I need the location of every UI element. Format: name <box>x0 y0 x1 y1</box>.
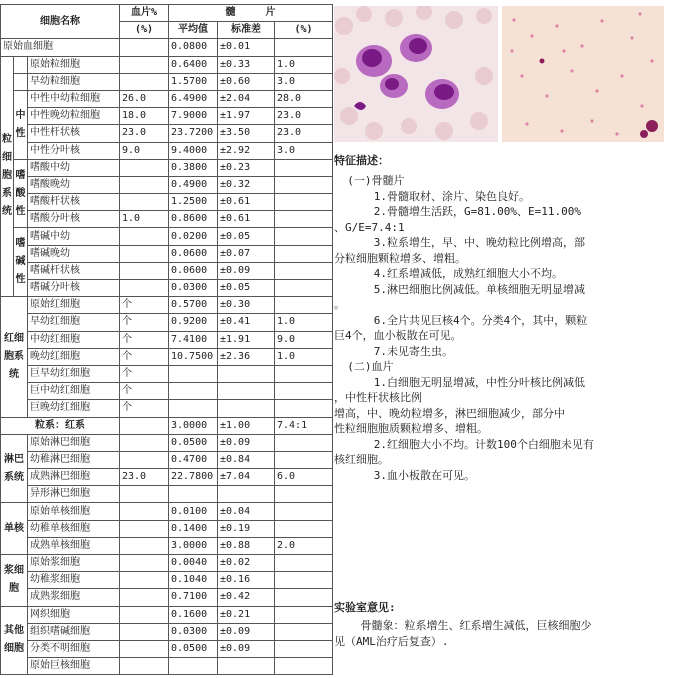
cell-mean: 0.0500 <box>169 434 218 451</box>
cell-blood-pct: 个 <box>120 331 169 348</box>
cell-pct <box>275 262 333 279</box>
table-row <box>1 194 333 211</box>
header-blood: 血片% <box>120 5 169 22</box>
cell-blood-pct <box>120 73 169 90</box>
opinion-line: 见（AML治疗后复查）. <box>334 634 449 648</box>
cell-sd: ±0.09 <box>218 434 275 451</box>
header-marrow: 髓 片 <box>169 5 333 22</box>
cell-blood-pct <box>120 245 169 262</box>
description-line: 、G/E=7.4:1 <box>334 220 405 234</box>
description-line: 5.淋巴细胞比例减低。单核细胞无明显增减 <box>334 282 585 296</box>
cell-blood-pct <box>120 537 169 554</box>
cell-mean: 1.2500 <box>169 194 218 211</box>
cell-blood-pct: 个 <box>120 297 169 314</box>
group-other: 其他细胞 <box>1 606 28 675</box>
cell-blood-pct <box>120 606 169 623</box>
description-line: 。 <box>334 298 345 311</box>
table-row <box>1 555 333 572</box>
cell-sd: ±0.07 <box>218 245 275 262</box>
cell-mean: 7.4100 <box>169 331 218 348</box>
description-line: (一)骨髓片 <box>334 174 405 187</box>
cell-name: 早幼红细胞 <box>28 314 120 331</box>
header-sd: 标准差 <box>218 22 275 39</box>
marrow-smear-picture <box>334 6 498 142</box>
cell-blood-pct <box>120 555 169 572</box>
cell-pct <box>275 658 333 675</box>
description-line: 性粒细胞胞质颗粒增多、增粗。 <box>334 422 488 435</box>
header-blood-pct: (%) <box>120 22 169 39</box>
cell-blood-pct: 个 <box>120 383 169 400</box>
empty-subgroup <box>14 56 28 73</box>
table-row <box>1 331 333 348</box>
description-line: 1.骨髓取材、涂片、染色良好。 <box>334 189 530 203</box>
table-row <box>1 56 333 73</box>
table-row <box>1 211 333 228</box>
cell-pct <box>275 606 333 623</box>
cell-blood-pct: 个 <box>120 400 169 417</box>
description-line: 核红细胞。 <box>334 453 389 466</box>
cell-name: 嗜酸杆状核 <box>28 194 120 211</box>
table-row <box>1 314 333 331</box>
blood-smear-image <box>502 6 664 142</box>
cell-sd: ±1.00 <box>218 417 275 434</box>
header-pct: (%) <box>275 22 333 39</box>
cell-name: 成熟淋巴细胞 <box>28 469 120 486</box>
header-cell-name: 细胞名称 <box>1 5 120 39</box>
cell-sd: ±0.41 <box>218 314 275 331</box>
blood-smear-picture <box>502 6 664 142</box>
report-right-panel <box>334 0 698 678</box>
description-line: 2.红细胞大小不均。计数100个白细胞未见有 <box>334 437 594 451</box>
cell-pct <box>275 503 333 520</box>
cell-name: 巨早幼红细胞 <box>28 365 120 382</box>
cell-blood-pct <box>120 503 169 520</box>
cell-blood-pct <box>120 520 169 537</box>
cell-mean <box>169 400 218 417</box>
cell-name: 成熟浆细胞 <box>28 589 120 606</box>
description-line: 3.粒系增生，早、中、晚幼粒比例增高，部 <box>334 236 585 249</box>
table-row <box>1 280 333 297</box>
cell-pct <box>275 572 333 589</box>
cell-sd <box>218 486 275 503</box>
cell-pct <box>275 159 333 176</box>
cell-mean: 0.3800 <box>169 159 218 176</box>
cell-sd: ±0.61 <box>218 194 275 211</box>
table-row <box>1 365 333 382</box>
cell-mean: 0.6400 <box>169 56 218 73</box>
cell-pct: 23.0 <box>275 125 333 142</box>
table-row <box>1 520 333 537</box>
group-erythro: 红细胞系统 <box>1 297 28 417</box>
cell-sd: ±0.04 <box>218 503 275 520</box>
cell-blood-pct: 1.0 <box>120 211 169 228</box>
cell-sd <box>218 658 275 675</box>
table-row <box>1 228 333 245</box>
cell-mean: 1.5700 <box>169 73 218 90</box>
cell-blood-pct <box>120 262 169 279</box>
cell-blood-pct <box>120 486 169 503</box>
cell-sd: ±0.02 <box>218 555 275 572</box>
cell-mean <box>169 365 218 382</box>
cell-pct <box>275 520 333 537</box>
cell-mean: 10.7500 <box>169 348 218 365</box>
cell-sd: ±1.91 <box>218 331 275 348</box>
cell-mean: 0.1040 <box>169 572 218 589</box>
cell-name: 巨中幼红细胞 <box>28 383 120 400</box>
description-text <box>334 173 694 483</box>
cell-mean: 0.0800 <box>169 39 218 56</box>
table-row <box>1 537 333 554</box>
marrow-count-table <box>0 4 333 675</box>
cell-mean: 0.8600 <box>169 211 218 228</box>
cell-pct <box>275 280 333 297</box>
description-line: 6.全片共见巨核4个。分类4个，其中，颗粒 <box>334 313 588 327</box>
table-row <box>1 39 333 56</box>
cell-sd <box>218 365 275 382</box>
cell-sd: ±3.50 <box>218 125 275 142</box>
cell-name: 中幼红细胞 <box>28 331 120 348</box>
cell-name: 嗜碱杆状核 <box>28 262 120 279</box>
description-line: 7.未见寄生虫。 <box>334 344 453 358</box>
table-row <box>1 90 333 107</box>
description-line: 3.血小板散在可见。 <box>334 468 475 482</box>
table-row <box>1 245 333 262</box>
cell-pct <box>275 383 333 400</box>
cell-name: 原始淋巴细胞 <box>28 434 120 451</box>
cell-blood-pct <box>120 451 169 468</box>
opinion-title: 实验室意见: <box>334 601 396 614</box>
table-row <box>1 125 333 142</box>
cell-name: 嗜碱晚幼 <box>28 245 120 262</box>
cell-blood-pct <box>120 658 169 675</box>
cell-name: 成熟单核细胞 <box>28 537 120 554</box>
cell-sd: ±0.01 <box>218 39 275 56</box>
group-lympho: 淋巴系统 <box>1 434 28 503</box>
cell-sd: ±1.97 <box>218 108 275 125</box>
cell-name: 嗜碱中幼 <box>28 228 120 245</box>
cell-blood-pct <box>120 280 169 297</box>
cell-blood-pct <box>120 572 169 589</box>
table-row <box>1 503 333 520</box>
cell-blood-pct <box>120 228 169 245</box>
description-title: 特征描述： <box>334 154 389 167</box>
cell-pct: 23.0 <box>275 108 333 125</box>
empty-subgroup <box>14 73 28 90</box>
cell-name: 嗜酸中幼 <box>28 159 120 176</box>
cell-mean: 0.0500 <box>169 640 218 657</box>
cell-sd: ±7.04 <box>218 469 275 486</box>
cell-mean: 7.9000 <box>169 108 218 125</box>
cell-name: 原始单核细胞 <box>28 503 120 520</box>
cell-mean: 9.4000 <box>169 142 218 159</box>
cell-name: 中性晚幼粒细胞 <box>28 108 120 125</box>
cell-name: 幼稚浆细胞 <box>28 572 120 589</box>
cell-blood-pct <box>120 56 169 73</box>
table-row <box>1 262 333 279</box>
table-row <box>1 572 333 589</box>
table-row <box>1 297 333 314</box>
cell-name: 早幼粒细胞 <box>28 73 120 90</box>
cell-mean: 0.0100 <box>169 503 218 520</box>
cell-blood-pct: 个 <box>120 365 169 382</box>
cell-name: 原始粒细胞 <box>28 56 120 73</box>
cell-sd: ±0.60 <box>218 73 275 90</box>
cell-name: 异形淋巴细胞 <box>28 486 120 503</box>
cell-name: 分类不明细胞 <box>28 640 120 657</box>
description-line: 分粒细胞颗粒增多、增粗。 <box>334 251 466 265</box>
table-row <box>1 658 333 675</box>
table-row <box>1 417 333 434</box>
opinion-text <box>334 618 694 649</box>
cell-blood-pct <box>120 194 169 211</box>
marrow-smear-image <box>334 6 498 142</box>
cell-blood-pct: 9.0 <box>120 142 169 159</box>
cell-name: 原始血细胞 <box>1 39 120 56</box>
cell-sd: ±0.21 <box>218 606 275 623</box>
table-row <box>1 486 333 503</box>
cell-sd: ±0.30 <box>218 297 275 314</box>
cell-blood-pct: 个 <box>120 348 169 365</box>
cell-mean: 0.9200 <box>169 314 218 331</box>
cell-pct <box>275 434 333 451</box>
cell-mean: 0.0040 <box>169 555 218 572</box>
cell-pct <box>275 400 333 417</box>
cell-pct: 9.0 <box>275 331 333 348</box>
cell-pct <box>275 245 333 262</box>
cell-blood-pct <box>120 39 169 56</box>
cell-pct <box>275 623 333 640</box>
cell-pct <box>275 194 333 211</box>
description-line: 巨4个，血小板散在可见。 <box>334 329 462 342</box>
description-line: (二)血片 <box>334 360 394 373</box>
cell-pct <box>275 297 333 314</box>
cell-mean: 23.7200 <box>169 125 218 142</box>
cell-name: 嗜酸分叶核 <box>28 211 120 228</box>
cell-name: 嗜碱分叶核 <box>28 280 120 297</box>
cell-pct: 7.4:1 <box>275 417 333 434</box>
table-row <box>1 108 333 125</box>
cell-name: 中性杆状核 <box>28 125 120 142</box>
cell-name: 幼稚单核细胞 <box>28 520 120 537</box>
cell-name: 原始浆细胞 <box>28 555 120 572</box>
cell-mean: 0.1400 <box>169 520 218 537</box>
cell-sd: ±0.84 <box>218 451 275 468</box>
cell-blood-pct: 个 <box>120 314 169 331</box>
opinion-line: 骨髓象：粒系增生、红系增生减低，巨核细胞少 <box>334 619 592 632</box>
cell-mean: 0.7100 <box>169 589 218 606</box>
subgroup-eosin: 嗜酸性 <box>14 159 28 228</box>
cell-mean: 6.4900 <box>169 90 218 107</box>
table-row <box>1 383 333 400</box>
group-granulocyte: 粒细胞系统 <box>1 56 14 297</box>
cell-name: 中性中幼粒细胞 <box>28 90 120 107</box>
cell-pct: 3.0 <box>275 142 333 159</box>
cell-mean: 22.7800 <box>169 469 218 486</box>
cell-sd: ±0.09 <box>218 262 275 279</box>
cell-name: 中性分叶核 <box>28 142 120 159</box>
group-plasma: 浆细胞 <box>1 555 28 607</box>
cell-blood-pct: 26.0 <box>120 90 169 107</box>
cell-pct: 1.0 <box>275 56 333 73</box>
cell-sd: ±0.42 <box>218 589 275 606</box>
table-row <box>1 434 333 451</box>
table-row <box>1 176 333 193</box>
cell-pct <box>275 211 333 228</box>
cell-pct: 3.0 <box>275 73 333 90</box>
table-row <box>1 348 333 365</box>
cell-pct <box>275 228 333 245</box>
cell-sd: ±0.09 <box>218 640 275 657</box>
cell-pct: 1.0 <box>275 348 333 365</box>
cell-blood-pct: 23.0 <box>120 125 169 142</box>
cell-blood-pct <box>120 434 169 451</box>
cell-blood-pct <box>120 417 169 434</box>
subgroup-baso: 嗜碱性 <box>14 228 28 297</box>
subgroup-neutral: 中性 <box>14 90 28 159</box>
cell-pct: 2.0 <box>275 537 333 554</box>
cell-pct: 6.0 <box>275 469 333 486</box>
cell-pct <box>275 555 333 572</box>
cell-blood-pct: 18.0 <box>120 108 169 125</box>
cell-pct <box>275 176 333 193</box>
cell-sd: ±0.33 <box>218 56 275 73</box>
table-row <box>1 451 333 468</box>
table-row <box>1 73 333 90</box>
cell-pct <box>275 451 333 468</box>
cell-sd: ±0.32 <box>218 176 275 193</box>
description-line: 4.红系增减低，成熟红细胞大小不均。 <box>334 267 563 280</box>
description-line: 增高，中、晚幼粒增多，淋巴细胞减少，部分中 <box>334 406 565 420</box>
cell-name: 原始巨核细胞 <box>28 658 120 675</box>
description-line: 2.骨髓增生活跃，G=81.00%、E=11.00% <box>334 205 581 218</box>
cell-mean <box>169 658 218 675</box>
table-row <box>1 400 333 417</box>
cell-mean: 0.5700 <box>169 297 218 314</box>
cell-mean: 0.4700 <box>169 451 218 468</box>
description-line: 1.白细胞无明显增减，中性分叶核比例减低 <box>334 375 585 389</box>
cell-mean <box>169 486 218 503</box>
cell-mean: 0.1600 <box>169 606 218 623</box>
description-line: ，中性杆状核比例 <box>334 391 422 404</box>
cell-pct <box>275 589 333 606</box>
cell-pct <box>275 640 333 657</box>
cell-sd: ±0.19 <box>218 520 275 537</box>
cell-sd <box>218 383 275 400</box>
cell-name: 网织细胞 <box>28 606 120 623</box>
table-row <box>1 589 333 606</box>
header-mean: 平均值 <box>169 22 218 39</box>
table-row <box>1 623 333 640</box>
cell-blood-pct <box>120 623 169 640</box>
cell-name: 幼稚淋巴细胞 <box>28 451 120 468</box>
cell-name: 粒系：红系 <box>1 417 120 434</box>
table-row <box>1 469 333 486</box>
cell-blood-pct <box>120 589 169 606</box>
cell-sd: ±2.04 <box>218 90 275 107</box>
cell-pct: 1.0 <box>275 314 333 331</box>
cell-sd: ±2.36 <box>218 348 275 365</box>
cell-pct <box>275 39 333 56</box>
cell-mean: 3.0000 <box>169 417 218 434</box>
cell-name: 组织嗜碱细胞 <box>28 623 120 640</box>
cell-mean: 3.0000 <box>169 537 218 554</box>
cell-mean: 0.0300 <box>169 280 218 297</box>
table-row <box>1 159 333 176</box>
cell-sd <box>218 400 275 417</box>
cell-blood-pct <box>120 159 169 176</box>
cell-mean: 0.0300 <box>169 623 218 640</box>
cell-pct <box>275 365 333 382</box>
cell-name: 晚幼红细胞 <box>28 348 120 365</box>
cell-name: 巨晚幼红细胞 <box>28 400 120 417</box>
cell-mean: 0.0600 <box>169 245 218 262</box>
cell-sd: ±0.61 <box>218 211 275 228</box>
cell-mean: 0.0200 <box>169 228 218 245</box>
cell-mean: 0.0600 <box>169 262 218 279</box>
cell-blood-pct <box>120 640 169 657</box>
cell-sd: ±0.16 <box>218 572 275 589</box>
cell-mean: 0.4900 <box>169 176 218 193</box>
table-row <box>1 640 333 657</box>
cell-sd: ±0.05 <box>218 228 275 245</box>
cell-pct <box>275 486 333 503</box>
cell-mean <box>169 383 218 400</box>
cell-name: 嗜酸晚幼 <box>28 176 120 193</box>
cell-name: 原始红细胞 <box>28 297 120 314</box>
cell-sd: ±0.09 <box>218 623 275 640</box>
table-row <box>1 606 333 623</box>
cell-sd: ±0.23 <box>218 159 275 176</box>
group-mono: 单核 <box>1 503 28 555</box>
cell-blood-pct <box>120 176 169 193</box>
table-row <box>1 142 333 159</box>
cell-blood-pct: 23.0 <box>120 469 169 486</box>
cell-sd: ±2.92 <box>218 142 275 159</box>
cell-sd: ±0.88 <box>218 537 275 554</box>
cell-sd: ±0.05 <box>218 280 275 297</box>
cell-pct: 28.0 <box>275 90 333 107</box>
